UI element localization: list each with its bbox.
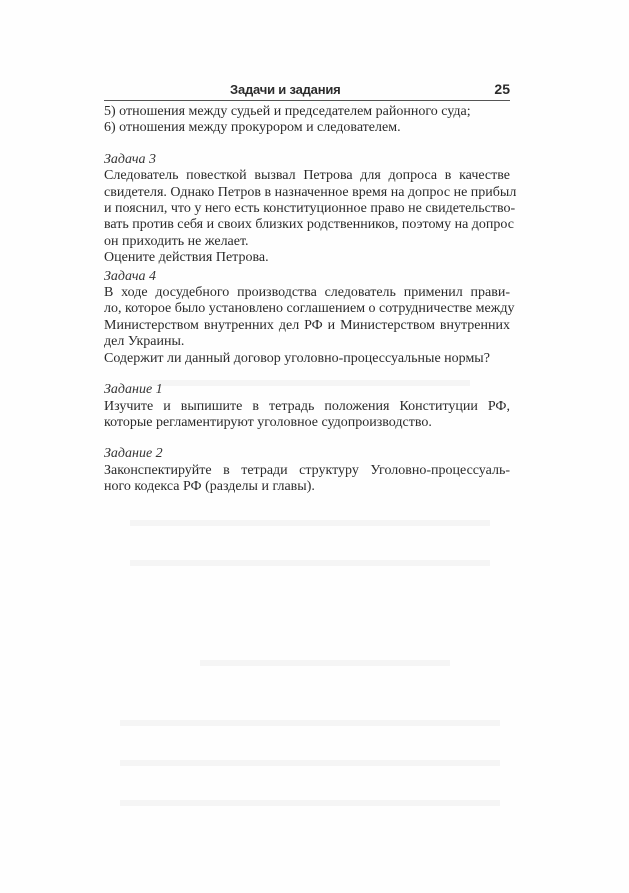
task-question: Оцените действия Петрова. <box>104 250 269 266</box>
paragraph-line: и пояснил, что у него есть конституционное право не свидетельство- <box>104 201 516 217</box>
paragraph-line: Министерством внутренних дел РФ и Министерством внутренних <box>104 317 510 333</box>
bleed-through-band <box>120 800 500 806</box>
bleed-through-band <box>200 660 450 666</box>
page-number: 25 <box>494 81 510 97</box>
running-header <box>104 80 510 100</box>
bleed-through-band <box>120 720 500 726</box>
running-header-title: Задачи и задания <box>230 82 341 97</box>
paragraph-line: которые регламентируют уголовное судопроизводство. <box>104 414 432 430</box>
list-item: 5) отношения между судьей и председателем районного суда; <box>104 104 471 119</box>
paragraph-line: Законспектируйте в тетради структуру Уголовно-процессуаль- <box>104 462 510 478</box>
assignment-heading: Задание 1 <box>104 382 163 398</box>
paragraph-line: вать против себя и своих близких родственников, поэтому на допрос <box>104 217 514 233</box>
paragraph-line: он приходить не желает. <box>104 233 249 249</box>
assignment-heading: Задание 2 <box>104 446 163 462</box>
paragraph-line: Изучите и выпишите в тетрадь положения Конституции РФ, <box>104 398 510 414</box>
task-question: Содержит ли данный договор уголовно-процессуальные нормы? <box>104 350 490 366</box>
bleed-through-band <box>120 760 500 766</box>
paragraph-line: свидетеля. Однако Петров в назначенное время на допрос не прибыл <box>104 184 517 200</box>
paragraph-line: Следователь повесткой вызвал Петрова для допроса в качестве <box>104 168 510 184</box>
paragraph-line: В ходе досудебного производства следователь применил прави- <box>104 285 510 301</box>
paragraph-line: дел Украины. <box>104 334 185 350</box>
bleed-through-band <box>130 560 490 566</box>
paragraph-line: ного кодекса РФ (разделы и главы). <box>104 479 315 495</box>
task-heading: Задача 3 <box>104 151 157 167</box>
header-rule <box>104 100 510 101</box>
bleed-through-band <box>130 520 490 526</box>
page-body <box>104 104 517 496</box>
paragraph-line: ло, которое было установлено соглашением о сотрудничестве между <box>104 301 515 317</box>
task-heading: Задача 4 <box>104 268 157 284</box>
list-item: 6) отношения между прокурором и следователем. <box>104 120 401 136</box>
